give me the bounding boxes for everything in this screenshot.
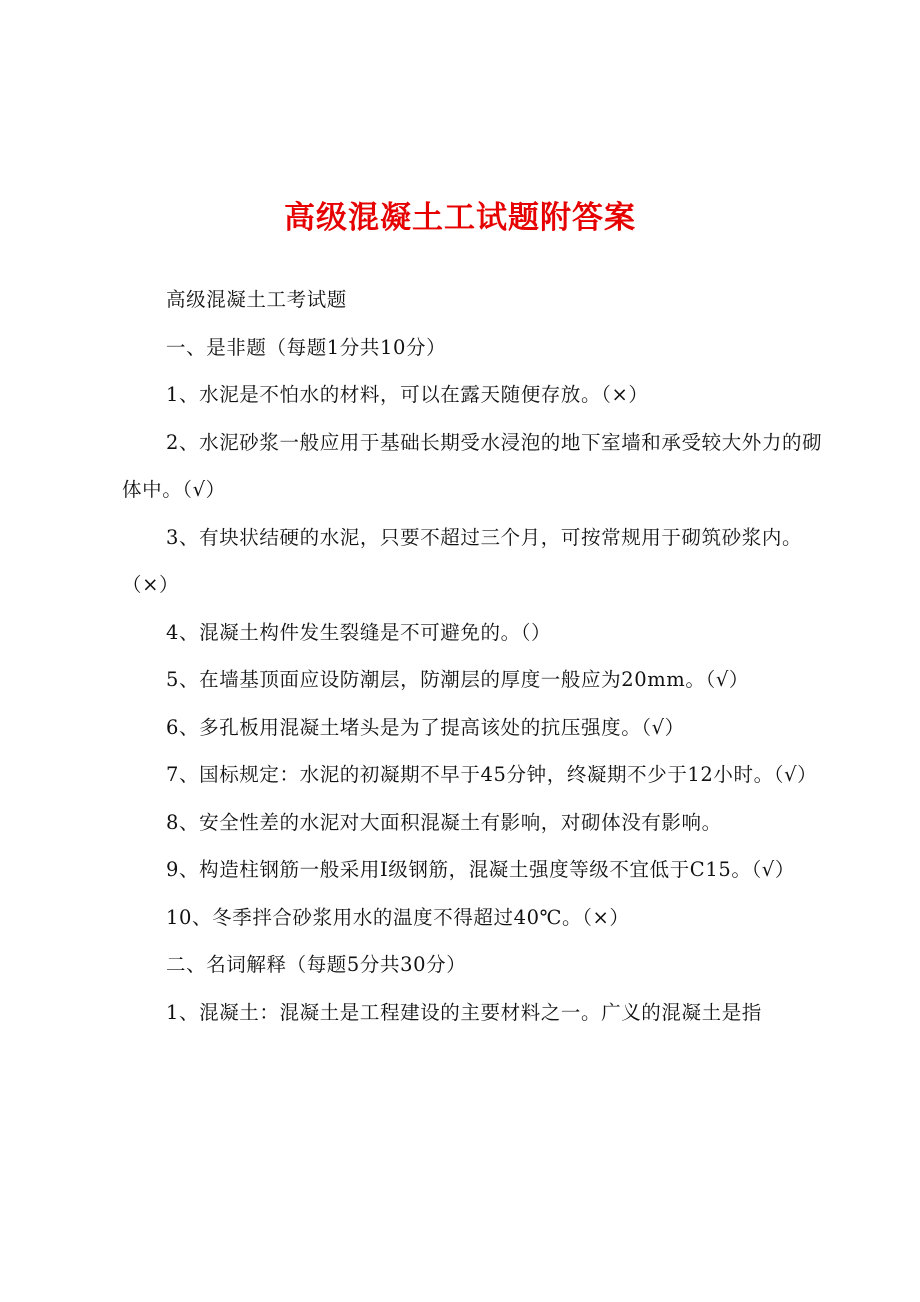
question-2: 2、水泥砂浆一般应用于基础长期受水浸泡的地下室墙和承受较大外力的砌体中。（√） (122, 430, 823, 501)
question-8: 8、安全性差的水泥对大面积混凝土有影响，对砌体没有影响。 (166, 810, 722, 834)
question-5: 5、在墙基顶面应设防潮层，防潮层的厚度一般应为20mm。（√） (166, 668, 749, 691)
question-3: 3、有块状结硬的水泥，只要不超过三个月，可按常规用于砌筑砂浆内。（×） (122, 525, 803, 596)
document-title: 高级混凝土工试题附答案 (284, 200, 636, 236)
question-10: 10、冬季拌合砂浆用水的温度不得超过40℃。（×） (166, 905, 630, 929)
question-7: 7、国标规定：水泥的初凝期不早于45分钟，终凝期不少于12小时。（√） (166, 763, 818, 786)
question-6: 6、多孔板用混凝土堵头是为了提高该处的抗压强度。（√） (166, 715, 685, 739)
document-body (122, 276, 832, 1036)
question-9: 9、构造柱钢筋一般采用I级钢筋，混凝土强度等级不宜低于C15。（√） (166, 858, 795, 881)
section-heading-definitions: 二、名词解释（每题5分共30分） (166, 953, 467, 976)
definition-1: 1、混凝土：混凝土是工程建设的主要材料之一。广义的混凝土是指 (166, 1000, 762, 1024)
paragraph-subtitle: 高级混凝土工考试题 (166, 288, 347, 311)
question-1: 1、水泥是不怕水的材料，可以在露天随便存放。（×） (166, 383, 649, 406)
question-4: 4、混凝土构件发生裂缝是不可避免的。（） (166, 620, 552, 644)
section-heading-true-false: 一、是非题（每题1分共10分） (166, 335, 447, 359)
